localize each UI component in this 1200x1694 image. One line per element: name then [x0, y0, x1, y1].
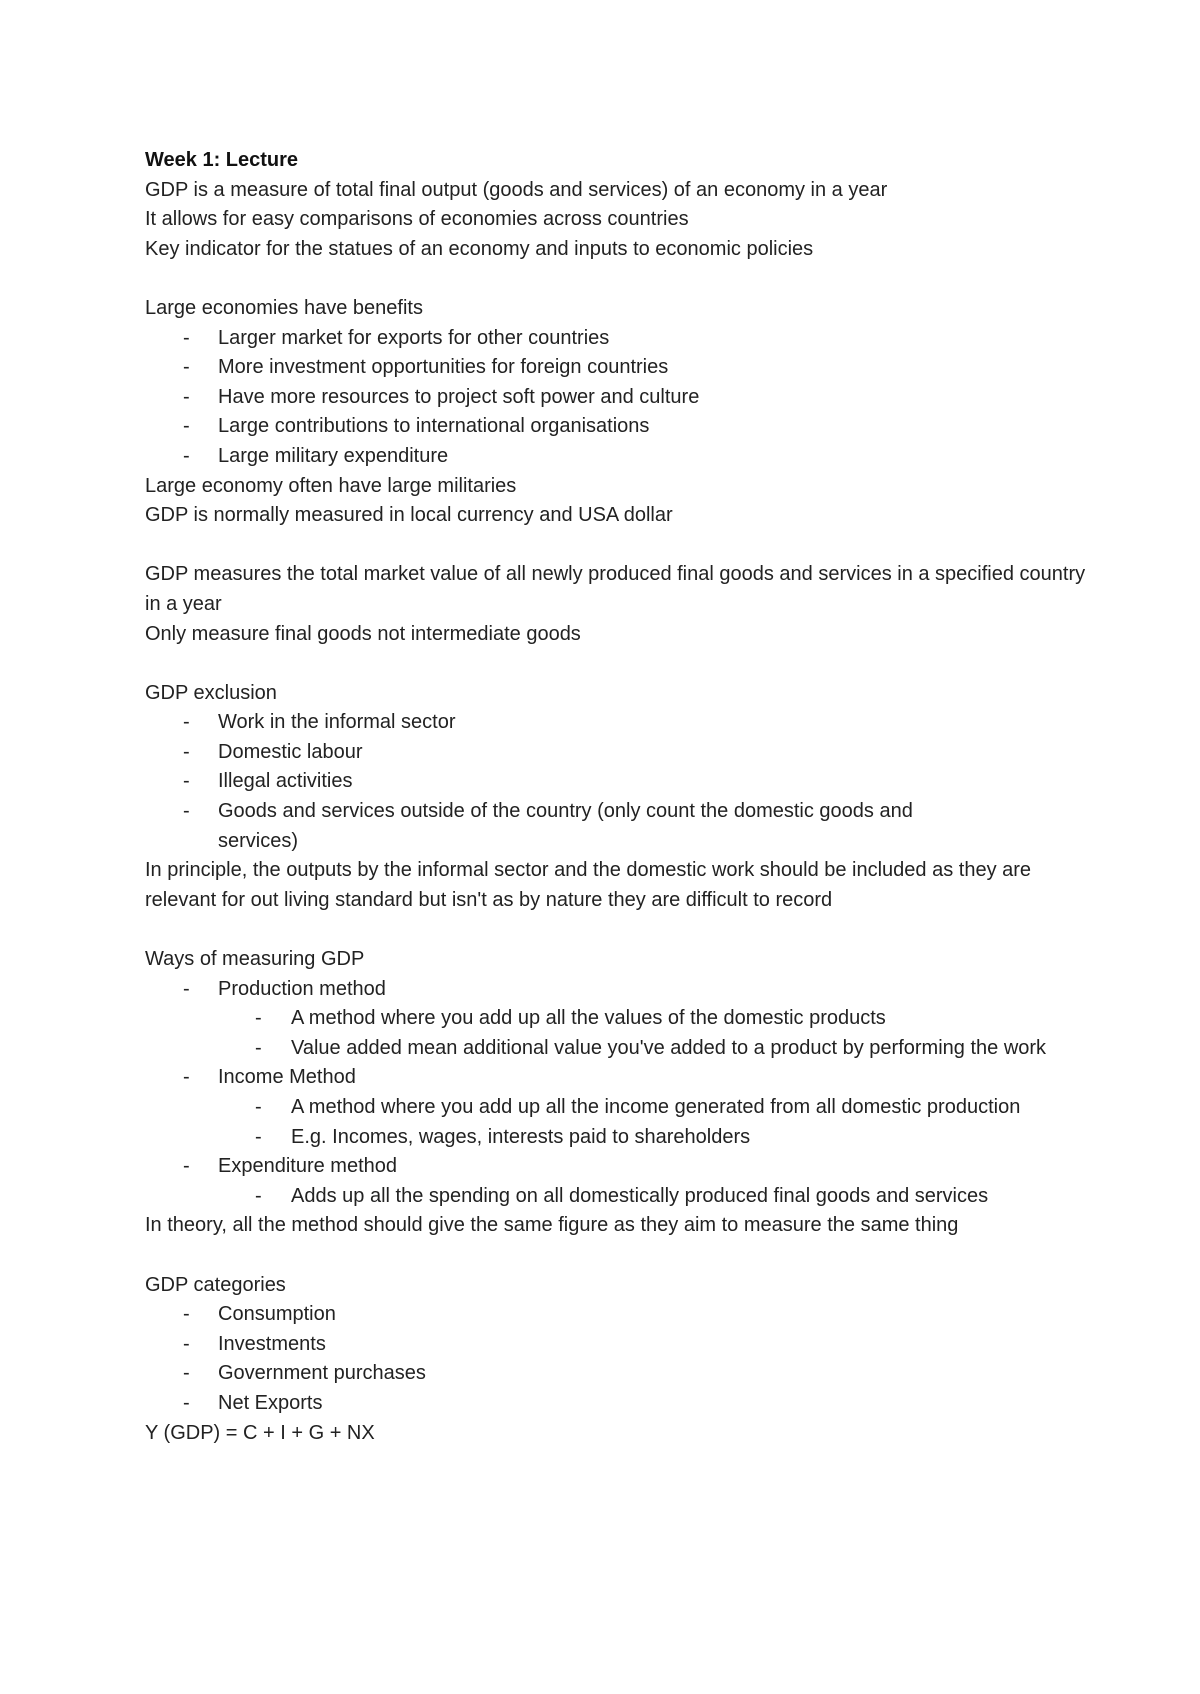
bullet-dash: -: [183, 1362, 190, 1385]
sub-list-item-text: E.g. Incomes, wages, interests paid to shareholders: [291, 1125, 751, 1148]
sub-list-item: [145, 1123, 1105, 1153]
bullet-dash: -: [183, 326, 190, 349]
list-item-text: Investments: [218, 1332, 326, 1355]
list-item-text: Goods and services outside of the country (only count the domestic goods and services): [218, 800, 913, 852]
bullet-dash: -: [255, 1184, 262, 1207]
list-item: [145, 1389, 1105, 1419]
sub-list-item: [145, 1093, 1105, 1123]
list-item-text: Domestic labour: [218, 740, 363, 763]
body-line: In theory, all the method should give the same figure as they aim to measure the same thing: [145, 1214, 959, 1237]
bullet-dash: -: [183, 1066, 190, 1089]
list-item-text: More investment opportunities for foreign countries: [218, 356, 669, 379]
section-heading: GDP categories: [145, 1273, 286, 1296]
bullet-dash: -: [183, 415, 190, 438]
bullet-dash: -: [183, 800, 190, 823]
bullet-dash: -: [183, 711, 190, 734]
list-item-text: Production method: [218, 977, 386, 1000]
list-item-text: Consumption: [218, 1303, 336, 1326]
paragraph-gap: [145, 649, 1105, 679]
bullet-dash: -: [183, 1303, 190, 1326]
list-item: [145, 1359, 1105, 1389]
list-item-text: Net Exports: [218, 1391, 323, 1414]
body-line: GDP is normally measured in local currency and USA dollar: [145, 504, 673, 527]
list-item-text: Large contributions to international organisations: [218, 415, 650, 438]
intro-line: Key indicator for the statues of an economy and inputs to economic policies: [145, 237, 814, 260]
list-item: [145, 708, 1105, 738]
bullet-dash: -: [183, 444, 190, 467]
definition-paragraph: GDP measures the total market value of all newly produced final goods and services in a specified country in a year: [145, 563, 1086, 615]
bullet-dash: -: [183, 385, 190, 408]
list-item: [145, 738, 1105, 768]
bullet-dash: -: [255, 1007, 262, 1030]
sub-list-item: [145, 1182, 1105, 1212]
list-item: [145, 767, 1105, 797]
list-item: [145, 324, 1105, 354]
bullet-dash: -: [255, 1096, 262, 1118]
section-heading: Ways of measuring GDP: [145, 948, 365, 971]
list-item: [145, 1063, 1105, 1093]
bullet-dash: -: [183, 977, 190, 1000]
list-item: [145, 1300, 1105, 1330]
section-heading: GDP exclusion: [145, 681, 277, 704]
paragraph-gap: [145, 264, 1105, 294]
bullet-dash: -: [183, 1332, 190, 1355]
list-item-text: Illegal activities: [218, 770, 353, 793]
list-item: [145, 412, 1105, 442]
paragraph-gap: [145, 1241, 1105, 1271]
sub-list-item: [145, 1004, 1105, 1034]
list-item: [145, 442, 1105, 472]
intro-line: It allows for easy comparisons of economies across countries: [145, 208, 689, 231]
paragraph-gap: [145, 915, 1105, 945]
bullet-dash: -: [183, 770, 190, 793]
body-line: Only measure final goods not intermediate goods: [145, 622, 581, 645]
sub-list-item: [145, 1034, 1105, 1064]
paragraph-gap: [145, 531, 1105, 561]
sub-list-item-text: A method where you add up all the income generated from all domestic production: [291, 1096, 1021, 1118]
list-item-text: Larger market for exports for other countries: [218, 326, 610, 349]
intro-line: GDP is a measure of total final output (goods and services) of an economy in a year: [145, 178, 888, 201]
section-heading: Large economies have benefits: [145, 296, 423, 319]
bullet-dash: -: [255, 1036, 262, 1059]
list-item: [145, 975, 1105, 1005]
list-item-text: Government purchases: [218, 1362, 426, 1385]
list-item-text: Expenditure method: [218, 1155, 398, 1178]
list-item: [145, 383, 1105, 413]
list-item-text: Income Method: [218, 1066, 356, 1089]
list-item: [145, 1330, 1105, 1360]
document-page: [145, 146, 1105, 1448]
sub-list-item-text: A method where you add up all the values of the domestic products: [291, 1007, 886, 1030]
bullet-dash: -: [183, 740, 190, 763]
bullet-dash: -: [255, 1125, 262, 1148]
page-title: Week 1: Lecture: [145, 149, 299, 171]
sub-list-item-text: Value added mean additional value you've added to a product by performing the work: [291, 1036, 1047, 1059]
list-item-text: Work in the informal sector: [218, 711, 456, 734]
gdp-formula: Y (GDP) = C + I + G + NX: [145, 1421, 375, 1444]
bullet-dash: -: [183, 356, 190, 379]
list-item-text: Large military expenditure: [218, 444, 449, 467]
body-paragraph: In principle, the outputs by the informal sector and the domestic work should be included as they are relevant for out living standard but isn't as by nature they are difficult to record: [145, 859, 1032, 911]
list-item: [145, 1152, 1105, 1182]
body-line: Large economy often have large militaries: [145, 474, 517, 497]
list-item: [145, 353, 1105, 383]
bullet-dash: -: [183, 1391, 190, 1414]
bullet-dash: -: [183, 1155, 190, 1178]
list-item: [145, 797, 1105, 856]
list-item-text: Have more resources to project soft power and culture: [218, 385, 700, 408]
sub-list-item-text: Adds up all the spending on all domestically produced final goods and services: [291, 1184, 989, 1207]
